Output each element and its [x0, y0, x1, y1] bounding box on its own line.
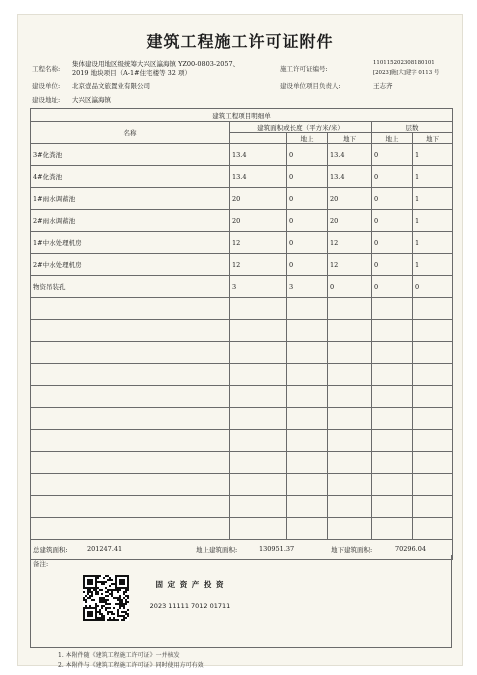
table-row — [31, 144, 453, 166]
remarks-label: 备注: — [33, 560, 49, 568]
total-area-value: 201247.41 — [87, 545, 123, 553]
table-row — [31, 276, 453, 298]
column-header-area-below: 地下 — [328, 133, 372, 144]
cell-name — [31, 496, 230, 518]
cell-area-above — [287, 408, 328, 430]
cell-name — [31, 430, 230, 452]
table-row — [31, 210, 453, 232]
table-row — [31, 518, 453, 540]
cell-floors-below — [413, 496, 453, 518]
cell-area-below — [328, 496, 372, 518]
cell-area — [230, 364, 287, 386]
cell-area: 13.4 — [230, 166, 287, 188]
cell-area-below — [328, 474, 372, 496]
permit-number-line2: [2023]施[大]建字 0113 号 — [373, 70, 440, 76]
permit-attachment-document — [17, 14, 463, 669]
cell-name: 4#化粪池 — [31, 166, 230, 188]
column-header-area: 建筑面积或长度（平方米/米） — [230, 122, 372, 133]
cell-floors-below — [413, 408, 453, 430]
cell-floors-above: 0 — [372, 276, 413, 298]
cell-area: 20 — [230, 210, 287, 232]
cell-area-below — [328, 430, 372, 452]
cell-floors-above: 0 — [372, 166, 413, 188]
cell-area-below: 13.4 — [328, 166, 372, 188]
footnote-1: 1. 本附件随《建筑工程施工许可证》一并核发 — [58, 652, 180, 659]
cell-area-below: 0 — [328, 276, 372, 298]
cell-floors-below: 1 — [413, 232, 453, 254]
cell-area-above: 3 — [287, 276, 328, 298]
project-name-line2: 2019 地块项目（A-1#住宅楼等 32 项） — [72, 69, 191, 77]
cell-area — [230, 298, 287, 320]
permit-number-line1: 110115202308180101 — [373, 60, 435, 66]
footnotes — [58, 651, 204, 671]
cell-area-above — [287, 386, 328, 408]
cell-floors-below: 1 — [413, 254, 453, 276]
cell-area-above — [287, 474, 328, 496]
cell-floors-above: 0 — [372, 210, 413, 232]
above-ground-area-label: 地上建筑面积: — [196, 546, 238, 554]
cell-area — [230, 474, 287, 496]
cell-area-above — [287, 342, 328, 364]
cell-floors-below: 1 — [413, 144, 453, 166]
cell-area-below — [328, 298, 372, 320]
below-ground-area-value: 70296.04 — [395, 545, 427, 553]
cell-floors-below — [413, 342, 453, 364]
cell-area-above — [287, 518, 328, 540]
cell-area-above — [287, 430, 328, 452]
table-row — [31, 188, 453, 210]
cell-floors-above — [372, 496, 413, 518]
cell-floors-above: 0 — [372, 144, 413, 166]
permit-number-label: 施工许可证编号: — [280, 65, 328, 73]
cell-area — [230, 386, 287, 408]
above-ground-area-value: 130951.37 — [259, 545, 295, 553]
cell-area — [230, 342, 287, 364]
builder-label: 建设单位: — [32, 82, 61, 90]
cell-area-above: 0 — [287, 188, 328, 210]
location-value: 大兴区瀛海镇 — [72, 96, 111, 104]
cell-floors-above — [372, 342, 413, 364]
cell-floors-above — [372, 408, 413, 430]
project-detail-table — [30, 108, 453, 560]
cell-name: 3#化粪池 — [31, 144, 230, 166]
cell-floors-below — [413, 452, 453, 474]
cell-floors-above: 0 — [372, 232, 413, 254]
cell-area: 20 — [230, 188, 287, 210]
cell-area: 12 — [230, 232, 287, 254]
below-ground-area-label: 地下建筑面积: — [331, 546, 373, 554]
column-header-area-spacer — [230, 133, 287, 144]
cell-area: 3 — [230, 276, 287, 298]
cell-area-below: 20 — [328, 188, 372, 210]
cell-name — [31, 364, 230, 386]
cell-floors-below — [413, 364, 453, 386]
table-row — [31, 166, 453, 188]
cell-area-below — [328, 364, 372, 386]
cell-name — [31, 408, 230, 430]
cell-area-above: 0 — [287, 254, 328, 276]
cell-floors-above — [372, 386, 413, 408]
table-row — [31, 364, 453, 386]
stamp-code: 2023 11111 7012 01711 — [149, 602, 231, 610]
cell-area-above: 0 — [287, 210, 328, 232]
cell-floors-above: 0 — [372, 188, 413, 210]
cell-name: 2#雨水调蓄池 — [31, 210, 230, 232]
cell-floors-above — [372, 474, 413, 496]
cell-area-above — [287, 496, 328, 518]
cell-floors-below: 1 — [413, 210, 453, 232]
cell-area — [230, 496, 287, 518]
cell-area-below: 12 — [328, 254, 372, 276]
table-row — [31, 254, 453, 276]
cell-name — [31, 452, 230, 474]
cell-name: 1#雨水调蓄池 — [31, 188, 230, 210]
table-row — [31, 430, 453, 452]
column-header-floors-below: 地下 — [413, 133, 453, 144]
table-row — [31, 452, 453, 474]
cell-area-below — [328, 386, 372, 408]
cell-floors-below: 0 — [413, 276, 453, 298]
cell-area — [230, 320, 287, 342]
cell-area-below — [328, 408, 372, 430]
cell-name — [31, 342, 230, 364]
cell-name — [31, 320, 230, 342]
cell-area-below — [328, 320, 372, 342]
table-row — [31, 496, 453, 518]
cell-area — [230, 452, 287, 474]
cell-area-above — [287, 452, 328, 474]
total-area-label: 总建筑面积: — [33, 546, 68, 554]
table-row — [31, 474, 453, 496]
cell-area-below: 20 — [328, 210, 372, 232]
cell-name: 物资吊装孔 — [31, 276, 230, 298]
cell-floors-below — [413, 430, 453, 452]
table-caption: 建筑工程项目明细单 — [31, 109, 453, 122]
cell-area-above: 0 — [287, 232, 328, 254]
cell-area-below: 13.4 — [328, 144, 372, 166]
column-header-name: 名称 — [31, 122, 230, 144]
cell-area-below: 12 — [328, 232, 372, 254]
cell-floors-above: 0 — [372, 254, 413, 276]
cell-name — [31, 386, 230, 408]
cell-area-below — [328, 518, 372, 540]
cell-floors-above — [372, 452, 413, 474]
cell-floors-below — [413, 386, 453, 408]
investment-stamp — [146, 577, 234, 613]
cell-area-above: 0 — [287, 166, 328, 188]
cell-floors-below — [413, 298, 453, 320]
cell-area — [230, 518, 287, 540]
project-manager-value: 王志齐 — [373, 82, 393, 90]
document-title: 建筑工程施工许可证附件 — [146, 32, 334, 51]
cell-floors-above — [372, 298, 413, 320]
cell-area: 13.4 — [230, 144, 287, 166]
cell-area-above — [287, 364, 328, 386]
stamp-title: 固 定 资 产 投 资 — [155, 580, 225, 589]
column-header-area-above: 地上 — [287, 133, 328, 144]
footnote-2: 2. 本附件与《建筑工程施工许可证》同时使用方可有效 — [58, 662, 204, 669]
cell-name: 2#中水处理机房 — [31, 254, 230, 276]
remarks-box — [30, 555, 452, 648]
cell-floors-below — [413, 320, 453, 342]
cell-area-above: 0 — [287, 144, 328, 166]
cell-floors-above — [372, 364, 413, 386]
cell-floors-below — [413, 518, 453, 540]
cell-floors-above — [372, 430, 413, 452]
column-header-floors-above: 地上 — [372, 133, 413, 144]
qr-code-graphic — [83, 575, 129, 621]
cell-floors-below — [413, 474, 453, 496]
cell-area-below — [328, 452, 372, 474]
cell-floors-above — [372, 320, 413, 342]
table-row — [31, 342, 453, 364]
location-label: 建设地址: — [32, 96, 61, 104]
cell-area-above — [287, 320, 328, 342]
cell-area-below — [328, 342, 372, 364]
cell-floors-below: 1 — [413, 188, 453, 210]
cell-name — [31, 298, 230, 320]
cell-floors-above — [372, 518, 413, 540]
table-row — [31, 232, 453, 254]
cell-area: 12 — [230, 254, 287, 276]
cell-name: 1#中水处理机房 — [31, 232, 230, 254]
builder-value: 北京壹品文旅置业有限公司 — [72, 82, 150, 90]
qr-code — [83, 575, 129, 621]
cell-floors-below: 1 — [413, 166, 453, 188]
table-row — [31, 320, 453, 342]
cell-name — [31, 474, 230, 496]
project-manager-label: 建设单位项目负责人: — [280, 82, 341, 90]
project-name-line1: 集体建设用地区级统筹大兴区瀛海镇 YZ00-0803-2057、 — [72, 60, 240, 68]
table-row — [31, 298, 453, 320]
cell-area-above — [287, 298, 328, 320]
cell-area — [230, 430, 287, 452]
cell-area — [230, 408, 287, 430]
project-name-label: 工程名称: — [32, 65, 61, 73]
column-header-floors: 层数 — [372, 122, 453, 133]
table-row — [31, 408, 453, 430]
cell-name — [31, 518, 230, 540]
table-row — [31, 386, 453, 408]
